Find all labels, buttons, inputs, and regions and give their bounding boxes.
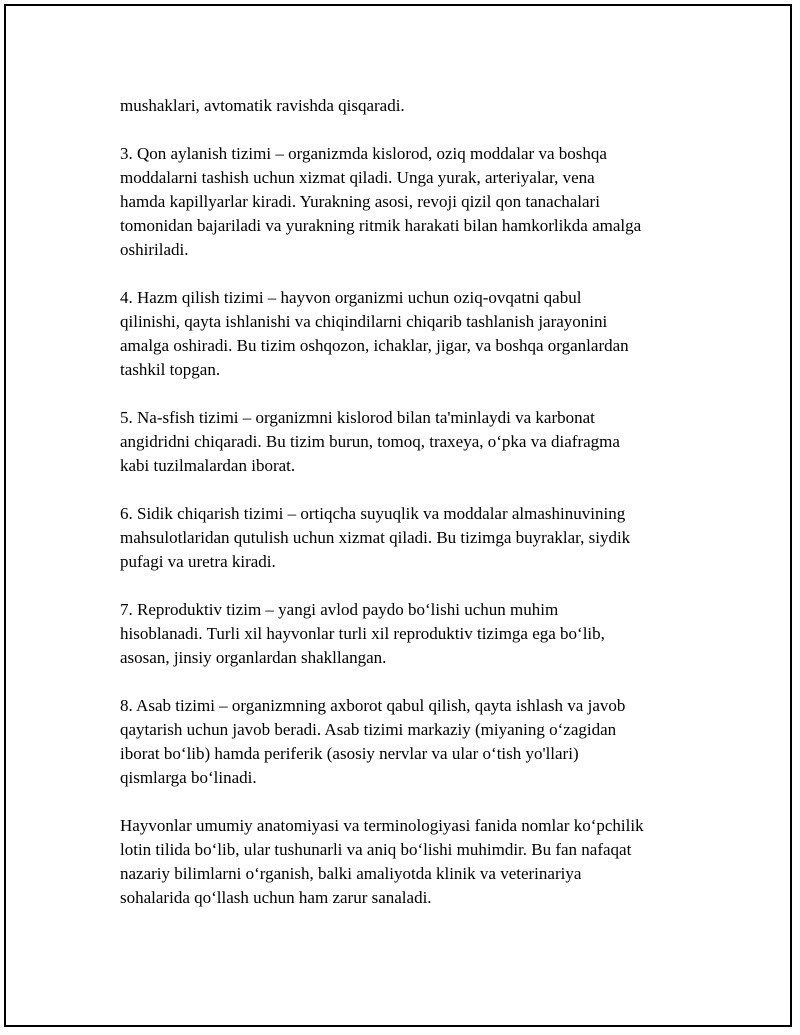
paragraph-nervous-system: 8. Asab tizimi – organizmning axborot qabul qilish, qayta ishlash va javob qaytarish uchun javob beradi. Asab tizimi markaziy (miyaning oʻzagidan iborat boʻlib) hamda periferik (asosiy nervlar va ular oʻtish yo'llari) qismlarga boʻlinadi. <box>120 696 626 787</box>
paragraph-conclusion: Hayvonlar umumiy anatomiyasi va terminologiyasi fanida nomlar koʻpchilik lotin tilida boʻlib, ular tushunarli va aniq boʻlishi muhimdir. Bu fan nafaqat nazariy bilimlarni oʻrganish, balki amaliyotda klinik va veterinariya sohalarida qoʻllash uchun ham zarur sanaladi. <box>120 816 644 907</box>
paragraph-continuation: mushaklari, avtomatik ravishda qisqaradi. <box>120 96 405 115</box>
paragraph-circulatory-system: 3. Qon aylanish tizimi – organizmda kislorod, oziq moddalar va boshqa moddalarni tashish uchun xizmat qiladi. Unga yurak, arteriyalar, vena hamda kapillyarlar kiradi. Yurakning asosi, revoji qizil qon tanachalari tomonidan bajariladi va yurakning ritmik harakati bilan hamkorlikda amalga oshiriladi. <box>120 144 642 259</box>
paragraph-digestive-system: 4. Hazm qilish tizimi – hayvon organizmi uchun oziq-ovqatni qabul qilinishi, qayta ishlanishi va chiqindilarni chiqarib tashlanish jarayonini amalga oshiradi. Bu tizim oshqozon, ichaklar, jigar, va boshqa organlardan tashkil topgan. <box>120 288 629 379</box>
document-page <box>4 4 792 1027</box>
paragraph-urinary-system: 6. Sidik chiqarish tizimi – ortiqcha suyuqlik va moddalar almashinuvining mahsulotlaridan qutulish uchun xizmat qiladi. Bu tizimga buyraklar, siydik pufagi va uretra kiradi. <box>120 504 631 571</box>
paragraph-respiratory-system: 5. Na-sfish tizimi – organizmni kislorod bilan ta'minlaydi va karbonat angidridni chiqaradi. Bu tizim burun, tomoq, traxeya, oʻpka va diafragma kabi tuzilmalardan iborat. <box>120 408 620 475</box>
document-body <box>120 94 710 934</box>
paragraph-reproductive-system: 7. Reproduktiv tizim – yangi avlod paydo boʻlishi uchun muhim hisoblanadi. Turli xil hayvonlar turli xil reproduktiv tizimga ega boʻlib, asosan, jinsiy organlardan shakllangan. <box>120 600 605 667</box>
